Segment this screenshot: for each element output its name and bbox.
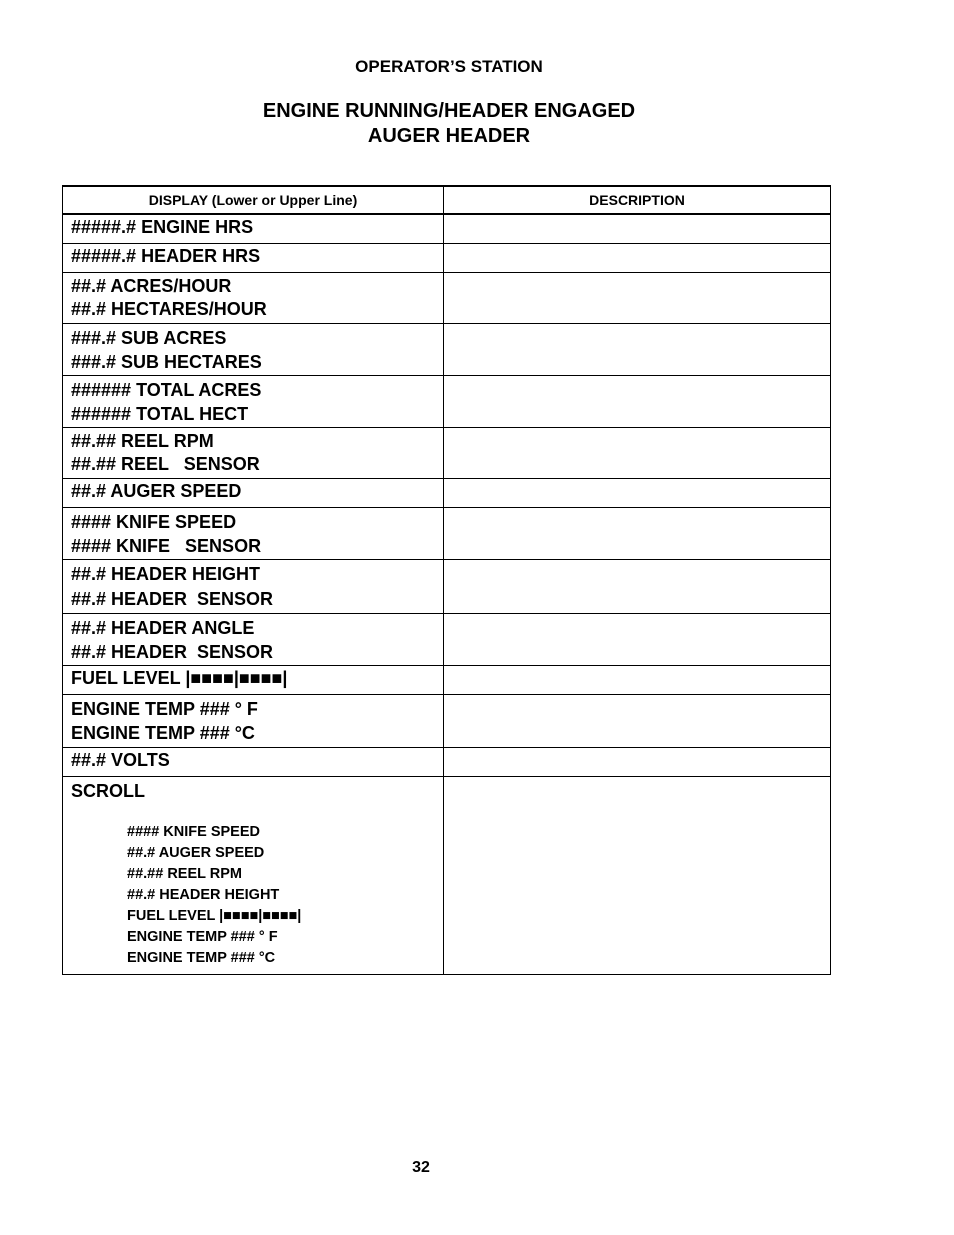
description-cell	[444, 243, 831, 272]
display-line: ##.# AUGER SPEED	[71, 480, 242, 501]
table-row	[63, 272, 831, 323]
display-line: ##.# VOLTS	[71, 749, 170, 770]
scroll-item: ##.## REEL RPM	[127, 865, 242, 882]
scroll-item: ENGINE TEMP ### °C	[127, 949, 276, 966]
column-header-display: DISPLAY (Lower or Upper Line)	[63, 186, 444, 214]
description-cell	[444, 559, 831, 613]
display-cell	[63, 478, 444, 507]
description-cell	[444, 507, 831, 559]
display-cell	[63, 507, 444, 559]
table-row	[63, 478, 831, 507]
description-cell	[444, 272, 831, 323]
table-header-row	[63, 186, 831, 214]
scroll-label: SCROLL	[71, 780, 145, 801]
page-title-line-1: ENGINE RUNNING/HEADER ENGAGED	[262, 100, 636, 122]
display-line: ##.# HEADER HEIGHT	[71, 563, 261, 584]
display-cell	[63, 694, 444, 747]
scroll-item-list	[127, 822, 435, 973]
display-line: ##.# HECTARES/HOUR	[71, 299, 267, 319]
display-line: ###### TOTAL HECT	[71, 403, 249, 424]
table-row	[63, 559, 831, 613]
column-header-description: DESCRIPTION	[444, 186, 831, 214]
display-line: ##.# HEADER ANGLE	[71, 617, 255, 638]
display-cell	[63, 613, 444, 665]
display-table	[62, 185, 831, 975]
display-line: #####.# HEADER HRS	[71, 245, 261, 266]
display-line: ##.## REEL RPM	[71, 430, 214, 451]
display-cell	[63, 323, 444, 375]
display-line: ##.## REEL SENSOR	[71, 454, 260, 474]
display-line: #### KNIFE SENSOR	[71, 535, 262, 556]
display-cell	[63, 427, 444, 478]
table-row	[63, 694, 831, 747]
display-cell	[63, 559, 444, 613]
display-cell	[63, 747, 444, 776]
display-line: FUEL LEVEL |■■■■|■■■■|	[71, 667, 288, 688]
table-row	[63, 323, 831, 375]
description-cell	[444, 665, 831, 694]
display-cell	[63, 272, 444, 323]
table-row	[63, 613, 831, 665]
display-line: ENGINE TEMP ### ° F	[71, 698, 258, 719]
display-line: ##.# HEADER SENSOR	[71, 641, 274, 662]
description-cell	[444, 214, 831, 243]
scroll-item: #### KNIFE SPEED	[127, 823, 260, 840]
display-line: #### KNIFE SPEED	[71, 511, 237, 532]
description-cell	[444, 776, 831, 974]
table-body	[63, 214, 831, 974]
description-cell	[444, 478, 831, 507]
table-row	[63, 214, 831, 243]
table-row	[63, 243, 831, 272]
page-title-line-2: AUGER HEADER	[367, 125, 531, 147]
scroll-item: ENGINE TEMP ### ° F	[127, 928, 278, 945]
display-cell	[63, 665, 444, 694]
scroll-item: ##.# AUGER SPEED	[127, 844, 265, 861]
display-line: ##.# ACRES/HOUR	[71, 275, 232, 296]
display-cell	[63, 214, 444, 243]
display-cell	[63, 243, 444, 272]
display-cell	[63, 776, 444, 974]
table-row	[63, 747, 831, 776]
scroll-item: ##.# HEADER HEIGHT	[127, 886, 280, 903]
description-cell	[444, 747, 831, 776]
table-row-scroll	[63, 776, 831, 974]
table-row	[63, 375, 831, 427]
page-title	[0, 99, 898, 149]
display-line: ENGINE TEMP ### °C	[71, 723, 255, 743]
display-cell	[63, 375, 444, 427]
display-line: ###.# SUB HECTARES	[71, 351, 262, 372]
description-cell	[444, 613, 831, 665]
description-cell	[444, 323, 831, 375]
description-cell	[444, 427, 831, 478]
scroll-item: FUEL LEVEL |■■■■|■■■■|	[127, 907, 302, 924]
description-cell	[444, 694, 831, 747]
section-header: OPERATOR’S STATION	[355, 57, 543, 76]
display-line: ##.# HEADER SENSOR	[71, 588, 274, 609]
display-line: ###### TOTAL ACRES	[71, 379, 262, 400]
display-line: #####.# ENGINE HRS	[71, 217, 254, 237]
table-row	[63, 427, 831, 478]
description-cell	[444, 375, 831, 427]
page-number: 32	[412, 1159, 430, 1176]
table-row	[63, 665, 831, 694]
display-line: ###.# SUB ACRES	[71, 327, 227, 348]
table-row	[63, 507, 831, 559]
